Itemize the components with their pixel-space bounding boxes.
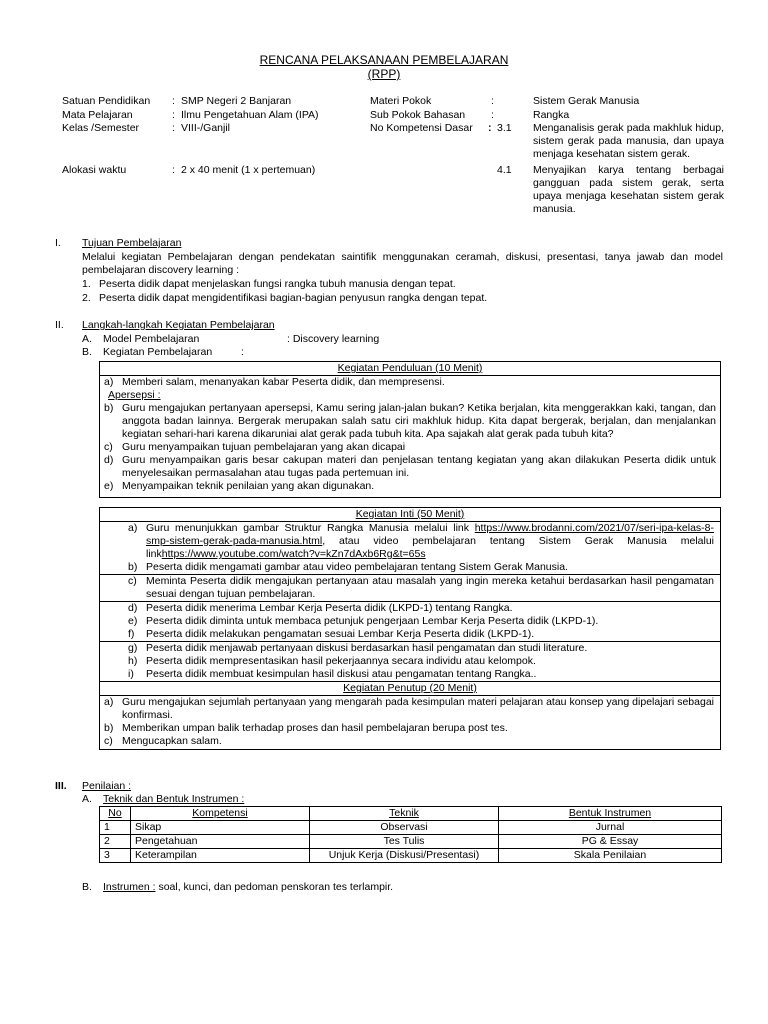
column-header: Bentuk Instrumen: [499, 807, 722, 821]
colon: :: [491, 95, 494, 107]
table-cell: Observasi: [310, 821, 499, 835]
item-text: Memberi salam, menanyakan kabar Peserta didik, dan mempresensi.: [122, 376, 445, 388]
list-item: f) Peserta didik melakukan pengamatan sesuai Lembar Kerja Peserta didik (LKPD-1).: [128, 628, 535, 640]
brodanni-link[interactable]: https://www.brodanni.com/2021/07/seri-ipa-kelas-8-smp-sistem-gerak-pada-manusia.html: [146, 522, 714, 547]
list-item: h) Peserta didik mempresentasikan hasil pekerjaannya secara individu atau kelompok.: [128, 655, 536, 667]
list-letter: A.: [82, 333, 92, 345]
satuan-label: Satuan Pendidikan: [62, 95, 151, 107]
table-cell: 3: [100, 849, 131, 863]
list-letter: B.: [82, 881, 92, 893]
materi-value: Sistem Gerak Manusia: [533, 95, 640, 107]
table-row: [100, 835, 722, 849]
list-item: c) Mengucapkan salam.: [104, 735, 222, 747]
alokasi-value: 2 x 40 menit (1 x pertemuan): [181, 164, 316, 176]
item-text: Peserta didik mempresentasikan hasil pekerjaannya secara individu atau kelompok.: [146, 655, 536, 667]
table-cell: 1: [100, 821, 131, 835]
youtube-link[interactable]: https://www.youtube.com/watch?v=kZn7dAxb6Rg&t=65s: [161, 548, 426, 560]
colon: :: [172, 122, 175, 134]
alokasi-label: Alokasi waktu: [62, 164, 127, 176]
kd1-text: Menganalisis gerak pada makhluk hidup, sistem gerak pada manusia, dan upaya menjaga kesehatan sistem gerak.: [533, 122, 724, 160]
item-text: Guru menunjukkan gambar Struktur Rangka Manusia melalui link: [146, 522, 475, 534]
item-text: Meminta Peserta didik mengajukan pertanyaan atau masalah yang ingin mereka ketahui berdasarkan hasil pengamatan sesuai dengan tujuan pembelajaran.: [146, 575, 714, 600]
colon: :: [172, 95, 175, 107]
table-cell: Skala Penilaian: [499, 849, 722, 863]
list-item: c) Meminta Peserta didik mengajukan pertanyaan atau masalah yang ingin mereka ketahui berdasarkan hasil pengamatan sesuai dengan tujuan pembelajaran.: [100, 574, 720, 601]
kd-label: No Kompetensi Dasar: [370, 122, 473, 134]
document-subtitle: (RPP): [367, 67, 401, 81]
list-item: e) Peserta didik diminta untuk membaca petunjuk pengerjaan Lembar Kerja Peserta didik (LKPD-1).: [128, 615, 599, 627]
column-header: Teknik: [310, 807, 499, 821]
kelas-label: Kelas /Semester: [62, 122, 140, 134]
kd2-text: Menyajikan karya tentang berbagai gangguan pada sistem gerak, serta upaya menjaga kesehatan sistem gerak manusia.: [533, 164, 724, 215]
instrumen-table: [99, 806, 722, 863]
instrumen-heading: Teknik dan Bentuk Instrumen :: [103, 793, 245, 805]
kegiatan-label: Kegiatan Pembelajaran: [103, 346, 213, 358]
colon: :: [172, 164, 175, 176]
list-item: d) Peserta didik menerima Lembar Kerja Peserta didik (LKPD-1) tentang Rangka.: [100, 601, 720, 615]
table-cell: Tes Tulis: [310, 835, 499, 849]
apersepsi-heading: Apersepsi :: [108, 389, 161, 401]
document-title: RENCANA PELAKSANAAN PEMBELAJARAN: [259, 53, 509, 67]
list-item: a) Guru mengajukan sejumlah pertanyaan yang mengarah pada kesimpulan materi pelajaran atau konsep yang dipelajari sebagai konfirmasi.: [104, 696, 714, 721]
section-number: II.: [55, 319, 64, 331]
column-header: Kompetensi: [131, 807, 310, 821]
kelas-value: VIII-/Ganjil: [181, 122, 231, 134]
colon: :: [491, 109, 494, 121]
item-text: Peserta didik melakukan pengamatan sesuai Lembar Kerja Peserta didik (LKPD-1).: [146, 628, 535, 640]
table-cell: 2: [100, 835, 131, 849]
item-text: Peserta didik menerima Lembar Kerja Peserta didik (LKPD-1) tentang Rangka.: [146, 602, 513, 614]
list-item: Peserta didik dapat mengidentifikasi bagian-bagian penyusun rangka dengan tepat.: [99, 292, 488, 304]
colon: :: [488, 122, 492, 134]
instrumen-text: soal, kunci, dan pedoman penskoran tes terlampir.: [155, 881, 394, 893]
list-item: e) Menyampaikan teknik penilaian yang akan digunakan.: [104, 480, 375, 492]
list-number: 1.: [82, 278, 91, 290]
table-cell: Keterampilan: [131, 849, 310, 863]
section-heading: Tujuan Pembelajaran: [82, 237, 182, 249]
item-text: Mengucapkan salam.: [122, 735, 222, 747]
mapel-value: Ilmu Pengetahuan Alam (IPA): [181, 109, 319, 121]
item-text: Peserta didik mengamati gambar atau video pembelajaran tentang Sistem Gerak Manusia.: [146, 561, 568, 573]
satuan-value: SMP Negeri 2 Banjaran: [181, 95, 292, 107]
inti-heading: Kegiatan Inti (50 Menit): [100, 508, 720, 522]
materi-label: Materi Pokok: [370, 95, 432, 107]
table-cell: PG & Essay: [499, 835, 722, 849]
inti-box: [99, 507, 721, 750]
instrumen-note: [103, 881, 393, 894]
item-text: Peserta didik menjawab pertanyaan diskusi berdasarkan hasil pengamatan dan studi literature.: [146, 642, 588, 654]
pendahuluan-heading: Kegiatan Penduluan (10 Menit): [100, 362, 720, 376]
list-number: 2.: [82, 292, 91, 304]
section-heading: Langkah-langkah Kegiatan Pembelajaran: [82, 319, 275, 331]
section-number: III.: [55, 780, 67, 792]
kd2-number: 4.1: [497, 164, 512, 176]
item-text: Peserta didik diminta untuk membaca petunjuk pengerjaan Lembar Kerja Peserta didik (LKPD-1).: [146, 615, 599, 627]
list-item: a) Guru menunjukkan gambar Struktur Rangka Manusia melalui link https://www.brodanni.com/2021/07/seri-ipa-kelas-8-smp-sistem-gerak-pada-manusia.html, atau video pembelajaran tentang Sistem Gerak Manusia melalui linkhttps://www.youtube.com/watch?v=kZn7dAxb6Rg&t=65s: [128, 522, 714, 560]
instrumen-label: Instrumen :: [103, 881, 156, 893]
sub-value: Rangka: [533, 109, 570, 121]
section-number: I.: [55, 237, 61, 249]
list-item: c) Guru menyampaikan tujuan pembelajaran yang akan dicapai: [104, 441, 406, 453]
colon: :: [241, 346, 244, 358]
item-text: Guru menyampaikan tujuan pembelajaran yang akan dicapai: [122, 441, 406, 453]
model-label: Model Pembelajaran: [103, 333, 200, 345]
list-item: i) Peserta didik membuat kesimpulan hasil diskusi atau pengamatan tentang Rangka..: [128, 668, 537, 680]
list-item: b) Guru mengajukan pertanyaan apersepsi, Kamu sering jalan-jalan bukan? Ketika berjalan, kita menggerakkan kaki, tangan, dan anggota badan lainnya. Bergerak merupakan salah satu ciri makhluk hidup. Kita dapat bergerak, berjalan, dan menjalankan kegiatan sehari-hari karena dikaruniai alat gerak pada tubuh kita. Apa sajakah alat gerak pada tubuh kita?: [104, 402, 716, 440]
table-header-row: [100, 807, 722, 821]
kd1-number: 3.1: [497, 122, 512, 134]
section-heading: Penilaian :: [82, 780, 132, 792]
item-text: Guru mengajukan pertanyaan apersepsi, Kamu sering jalan-jalan bukan? Ketika berjalan, kita menggerakkan kaki, tangan, dan anggota badan lainnya. Bergerak merupakan salah satu ciri makhluk hidup. Kita dapat bergerak, berjalan, dan menjalankan kegiatan sehari-hari karena dikaruniai alat gerak pada tubuh kita. Apa sajakah alat gerak pada tubuh kita?: [122, 402, 716, 440]
table-cell: Pengetahuan: [131, 835, 310, 849]
table-cell: Sikap: [131, 821, 310, 835]
table-cell: Unjuk Kerja (Diskusi/Presentasi): [310, 849, 499, 863]
item-text: Menyampaikan teknik penilaian yang akan digunakan.: [122, 480, 375, 492]
item-text: Memberikan umpan balik terhadap proses dan hasil pembelajaran berupa post tes.: [122, 722, 508, 734]
list-item: b) Peserta didik mengamati gambar atau video pembelajaran tentang Sistem Gerak Manusia.: [128, 561, 568, 573]
list-item: Peserta didik dapat menjelaskan fungsi rangka tubuh manusia dengan tepat.: [99, 278, 456, 290]
pendahuluan-box: [99, 361, 721, 498]
model-value: : Discovery learning: [287, 333, 380, 345]
list-letter: B.: [82, 346, 92, 358]
penutup-heading: Kegiatan Penutup (20 Menit): [100, 681, 720, 696]
table-cell: Jurnal: [499, 821, 722, 835]
item-text: Guru mengajukan sejumlah pertanyaan yang mengarah pada kesimpulan materi pelajaran atau konsep yang dipelajari sebagai konfirmasi.: [122, 696, 714, 721]
mapel-label: Mata Pelajaran: [62, 109, 133, 121]
list-letter: A.: [82, 793, 92, 805]
item-text: , atau video pembelajaran tentang Sistem Gerak Manusia melalui link: [146, 535, 714, 560]
sub-label: Sub Pokok Bahasan: [370, 109, 466, 121]
list-item: d) Guru menyampaikan garis besar cakupan materi dan penjelasan tentang kegiatan yang akan dilakukan Peserta didik untuk menyelesaikan permasalahan atau tugas pada pertemuan ini.: [104, 454, 716, 479]
column-header: No: [100, 807, 131, 821]
table-row: [100, 821, 722, 835]
item-text: Guru menyampaikan garis besar cakupan materi dan penjelasan tentang kegiatan yang akan dilakukan Peserta didik untuk menyelesaikan permasalahan atau tugas pada pertemuan ini.: [122, 454, 716, 479]
table-row: [100, 849, 722, 863]
list-item: g) Peserta didik menjawab pertanyaan diskusi berdasarkan hasil pengamatan dan studi literature.: [100, 641, 720, 655]
colon: :: [172, 109, 175, 121]
tujuan-intro: Melalui kegiatan Pembelajaran dengan pendekatan saintifik menggunakan ceramah, diskusi, presentasi, tanya jawab dan model pembelajaran discovery learning :: [82, 251, 723, 276]
list-item: b) Memberikan umpan balik terhadap proses dan hasil pembelajaran berupa post tes.: [104, 722, 508, 734]
item-text: Peserta didik membuat kesimpulan hasil diskusi atau pengamatan tentang Rangka..: [146, 668, 537, 680]
list-item: a) Memberi salam, menanyakan kabar Peserta didik, dan mempresensi.: [104, 376, 445, 388]
